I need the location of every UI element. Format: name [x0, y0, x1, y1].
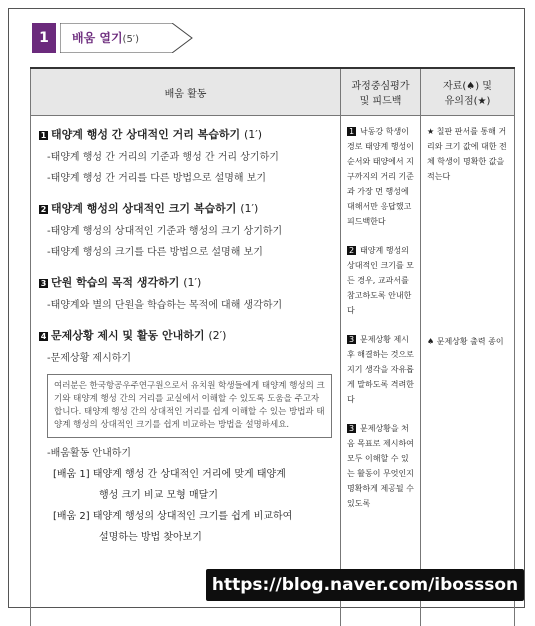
evaluation-number-icon: 1 [347, 127, 356, 136]
activity-line: -태양계 행성의 크기를 다른 방법으로 설명해 보기 [47, 243, 340, 258]
evaluation-number-icon: 3 [347, 335, 356, 344]
evaluation-cell [341, 116, 421, 626]
guide-title: -배움활동 안내하기 [47, 444, 340, 459]
activity-section: 4 문제상황 제시 및 활동 안내하기 (2′) [39, 327, 340, 343]
blog-watermark: https://blog.naver.com/ibossson [206, 569, 524, 601]
guide-line: [배움 1] 태양계 행성 간 상대적인 거리에 맞게 태양계 [53, 465, 340, 480]
activity-line: -태양계 행성 간 거리를 다른 방법으로 설명해 보기 [47, 169, 340, 184]
lesson-table [30, 67, 515, 626]
activity-line: -문제상황 제시하기 [47, 349, 340, 364]
section-number-icon: 3 [39, 279, 48, 288]
activity-cell [31, 116, 341, 626]
evaluation-note: 3 문제상황 제시 후 해결하는 것으로 지기 생각을 자유롭게 말하도록 격려한다 [347, 332, 416, 407]
guide-line: [배움 2] 태양계 행성의 상대적인 크기를 쉽게 비교하여 [53, 507, 340, 522]
reference-spade-note: ♠ 문제상황 출력 종이 [427, 334, 510, 349]
evaluation-note: 1 낙동강 학생이 경로 태양계 행성이 순서와 태양에서 지구까지의 거리 기준과 가장 먼 행성에 대해서만 응답했고 피드백한다 [347, 124, 416, 229]
problem-situation-box: 여러분은 한국항공우주연구원으로서 유치원 학생들에게 태양계 행성의 크기와 태양계 행성 간의 거리를 교실에서 이해할 수 있도록 도움을 주고자 합니다. 태양계 행성 간의 상대적인 거리를 쉽게 이해할 수 있는 방법과 태양계 행성의 상대적인 크기를 쉽게 비교하는 방법을 설명하세요. [47, 374, 332, 438]
activity-section: 2 태양계 행성의 상대적인 크기 복습하기 (1′) [39, 200, 340, 216]
evaluation-note: 3 문제상황을 처음 목표로 제시하여 모두 이해할 수 있는 활동이 무엇인지 명확하게 제공될 수 있도록 [347, 421, 416, 511]
evaluation-note: 2 태양계 행성의 상대적인 크기를 모든 경우, 교과서를 참고하도록 안내한다 [347, 243, 416, 318]
references-cell [421, 116, 515, 626]
section-number-icon: 2 [39, 205, 48, 214]
activity-line: -태양계 행성의 상대적인 기준과 행성의 크기 상기하기 [47, 222, 340, 237]
header-evaluation: 과정중심평가 및 피드백 [341, 68, 421, 116]
header-references: 자료(♠) 및 유의점(★) [421, 68, 515, 116]
activity-line: -태양계와 별의 단원을 학습하는 목적에 대해 생각하기 [47, 296, 340, 311]
evaluation-number-icon: 3 [347, 424, 356, 433]
activity-line: -태양계 행성 간 거리의 기준과 행성 간 거리 상기하기 [47, 148, 340, 163]
section-number-icon: 1 [39, 131, 48, 140]
section-title [72, 23, 139, 55]
guide-line: 설명하는 방법 찾아보기 [99, 528, 340, 543]
guide-line: 행성 크기 비교 모형 매달기 [99, 486, 340, 501]
section-number-icon: 4 [39, 332, 48, 341]
section-number-badge: 1 [32, 23, 56, 53]
evaluation-number-icon: 2 [347, 246, 356, 255]
section-duration: (5′) [123, 34, 139, 45]
reference-star-note: ★ 칠판 판서를 통해 거리와 크기 값에 대한 전체 학생이 명확한 값을 적는다 [427, 124, 510, 184]
activity-section: 3 단원 학습의 목적 생각하기 (1′) [39, 274, 340, 290]
header-activity: 배움 활동 [31, 68, 341, 116]
activity-section: 1 태양계 행성 간 상대적인 거리 복습하기 (1′) [39, 126, 340, 142]
section-title-text: 배움 열기 [72, 31, 123, 45]
